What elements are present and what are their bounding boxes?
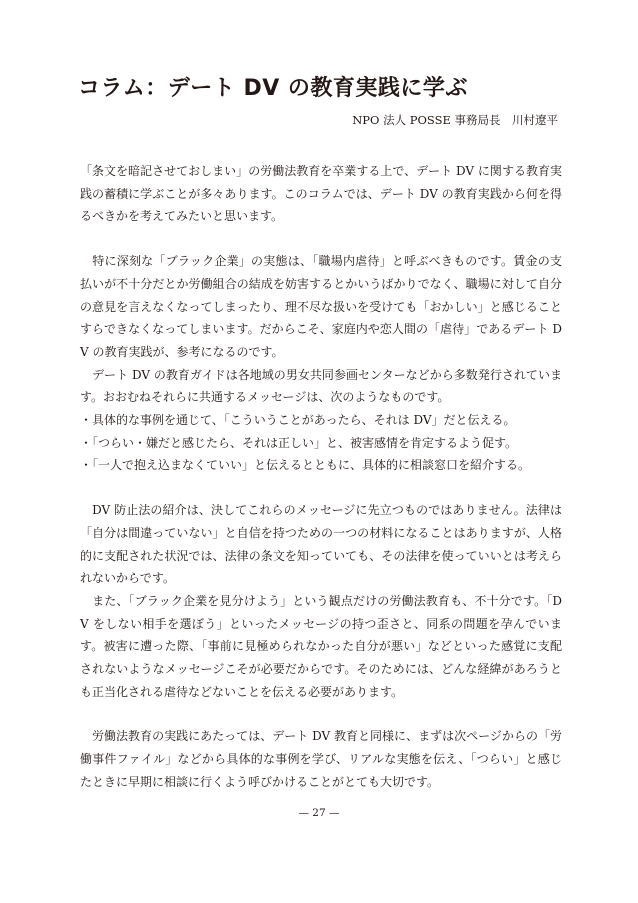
message-list [80,409,562,477]
column-title: コラム：デート DV の教育実践に学ぶ [78,76,468,101]
paragraph-black-company: 特に深刻な「ブラック企業」の実態は、「職場内虐待」と呼ぶべきものです。賃金の支払いが不十分だとか労働組合の結成を妨害するとかいうばかりでなく、職場に対して自分の意見を言えなくなってしまったり、理不尽な扱いを受けても「おかしい」と感じることすらできなくなってしまいます。だからこそ、家庭内や恋人間の「虐待」であるデート DV の教育実践が、参考になるのです。 [80,254,562,359]
paragraph-practice: 労働法教育の実践にあたっては、デート DV 教育と同様に、まずは次ページからの「労働事件ファイル」などから具体的な事例を学び、リアルな実態を伝え、「つらい」と感じたときに早期に相談に行くよう呼びかけることがとても大切です。 [80,729,562,789]
article-body [80,160,562,794]
list-item: ・「一人で抱え込まなくていい」と伝えるとともに、具体的に相談窓口を紹介する。 [80,458,531,473]
paragraph-intro: 「条文を暗記させておしまい」の労働法教育を卒業する上で、デート DV に関する教育実践の蓄積に学ぶことが多々あります。このコラムでは、デート DV の教育実践から何を得るべきかを考えてみたいと思います。 [80,164,562,224]
list-item: ・「つらい・嫌だと感じたら、それは正しい」と、被害感情を肯定するよう促す。 [80,435,518,450]
list-item: ・具体的な事例を通じて、「こういうことがあったら、それは DV」だと伝える。 [80,413,516,428]
page-number: — 27 — [298,807,340,819]
author-line: NPO 法人 POSSE 事務局長 川村遼平 [352,113,558,127]
paragraph-labor-education: また、「ブラック企業を見分けよう」という観点だけの労働法教育も、不十分です。「DV をしない相手を選ぼう」といったメッセージの持つ歪さと、同系の問題を孕んでいます。被害に遭った際、「事前に見極められなかった自分が悪い」などといった感覚に支配されないようなメッセージこそが必要だからです。そのためには、どんな経緯があろうとも正当化される虐待などないことを伝える必要があります。 [80,593,562,699]
paragraph-dv-guides: デート DV の教育ガイドは各地域の男女共同参画センターなどから多数発行されています。おおむねそれらに共通するメッセージは、次のようなものです。 [80,367,562,405]
paragraph-dv-law: DV 防止法の紹介は、決してこれらのメッセージに先立つものではありません。法律は「自分は間違っていない」と自信を持つための一つの材料になることはありますが、人格的に支配された状況では、法律の条文を知っていても、その法律を使っていいとは考えられないからです。 [80,503,562,586]
